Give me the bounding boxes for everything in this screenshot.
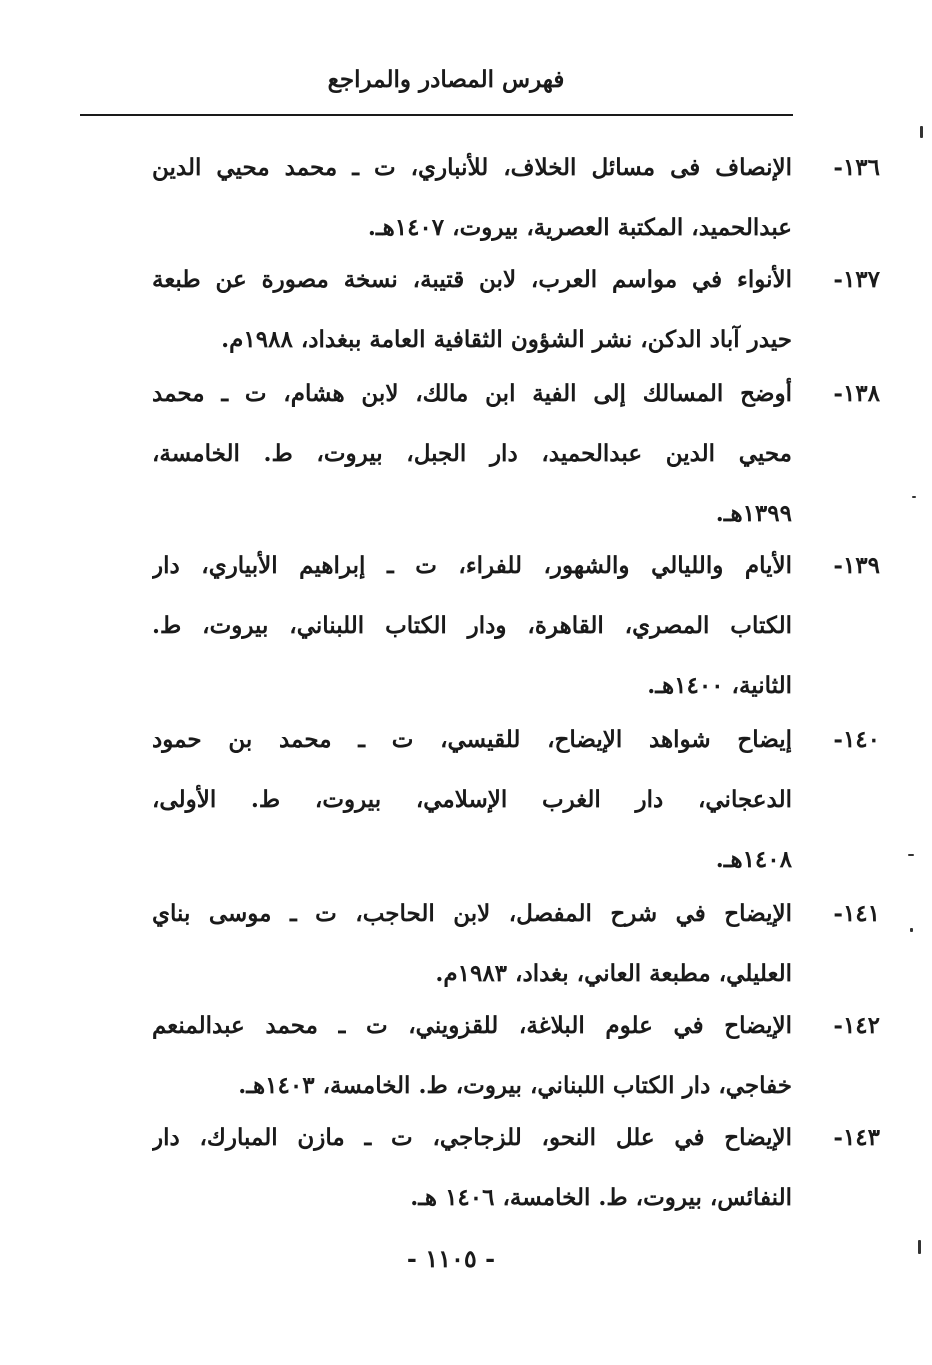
entry-number: ١٣٦- xyxy=(833,154,880,181)
reference-entry-136 xyxy=(152,138,880,258)
entry-line: الثانية، ١٤٠٠هـ. xyxy=(647,672,792,699)
scan-speck xyxy=(918,1240,921,1254)
scan-speck xyxy=(908,854,914,856)
entry-number: ١٤٠- xyxy=(833,726,880,753)
entry-number: ١٣٧- xyxy=(833,266,880,293)
entry-line: عبدالحميد، المكتبة العصرية، بيروت، ١٤٠٧هـ. xyxy=(367,214,792,241)
entry-line: خفاجي، دار الكتاب اللبناني، بيروت، ط. الخامسة، ١٤٠٣هـ. xyxy=(238,1072,792,1099)
entry-line: محيي الدين عبدالحميد، دار الجبل، بيروت، ط. الخامسة، xyxy=(152,440,792,467)
entry-number: ١٤٣- xyxy=(833,1124,880,1151)
entry-line: أوضح المسالك إلى الفية ابن مالك، لابن هشام، ت ـ محمد xyxy=(152,380,792,407)
reference-entry-143 xyxy=(152,1108,880,1228)
entry-line: الأيام والليالي والشهور، للفراء، ت ـ إبراهيم الأبياري، دار xyxy=(152,552,792,579)
scan-speck xyxy=(912,496,916,498)
entry-number: ١٣٩- xyxy=(833,552,880,579)
entry-line: العليلي، مطبعة العاني، بغداد، ١٩٨٣م. xyxy=(435,960,792,987)
entry-line: إيضاح شواهد الإيضاح، للقيسي، ت ـ محمد بن حمود xyxy=(152,726,792,753)
entry-line: الإيضاح في شرح المفصل، لابن الحاجب، ت ـ موسى بناي xyxy=(152,900,792,927)
entry-line: الإيضاح في علل النحو، للزجاجي، ت ـ مازن المبارك، دار xyxy=(152,1124,792,1151)
scan-speck xyxy=(920,126,923,138)
entry-number: ١٣٨- xyxy=(833,380,880,407)
entry-line: الأنواء في مواسم العرب، لابن قتيبة، نسخة مصورة عن طبعة xyxy=(152,266,792,293)
entry-line: ١٣٩٩هـ. xyxy=(715,500,792,527)
reference-entry-138 xyxy=(152,364,880,544)
entry-line: الكتاب المصري، القاهرة، ودار الكتاب اللبناني، بيروت، ط. xyxy=(152,612,792,639)
entry-line: ١٤٠٨هـ. xyxy=(715,846,792,873)
entry-line: الإنصاف فى مسائل الخلاف، للأنباري، ت ـ محمد محيي الدين xyxy=(152,154,792,181)
entry-line: الإيضاح في علوم البلاغة، للقزويني، ت ـ محمد عبدالمنعم xyxy=(152,1012,792,1039)
entry-line: الدعجاني، دار الغرب الإسلامي، بيروت، ط. الأولى، xyxy=(152,786,792,813)
reference-entry-139 xyxy=(152,536,880,716)
entry-number: ١٤٢- xyxy=(833,1012,880,1039)
reference-entry-142 xyxy=(152,996,880,1116)
entry-line: حيدر آباد الدكن، نشر الشؤون الثقافية العامة ببغداد، ١٩٨٨م. xyxy=(221,326,792,353)
reference-entry-140 xyxy=(152,710,880,890)
page-number: - ١١٠٥ - xyxy=(406,1244,496,1273)
reference-entry-141 xyxy=(152,884,880,1004)
running-header: فهرس المصادر والمراجع xyxy=(327,66,565,93)
scan-speck xyxy=(910,928,913,932)
reference-entry-137 xyxy=(152,250,880,370)
entry-line: النفائس، بيروت، ط. الخامسة، ١٤٠٦ هـ. xyxy=(410,1184,792,1211)
entry-number: ١٤١- xyxy=(833,900,880,927)
